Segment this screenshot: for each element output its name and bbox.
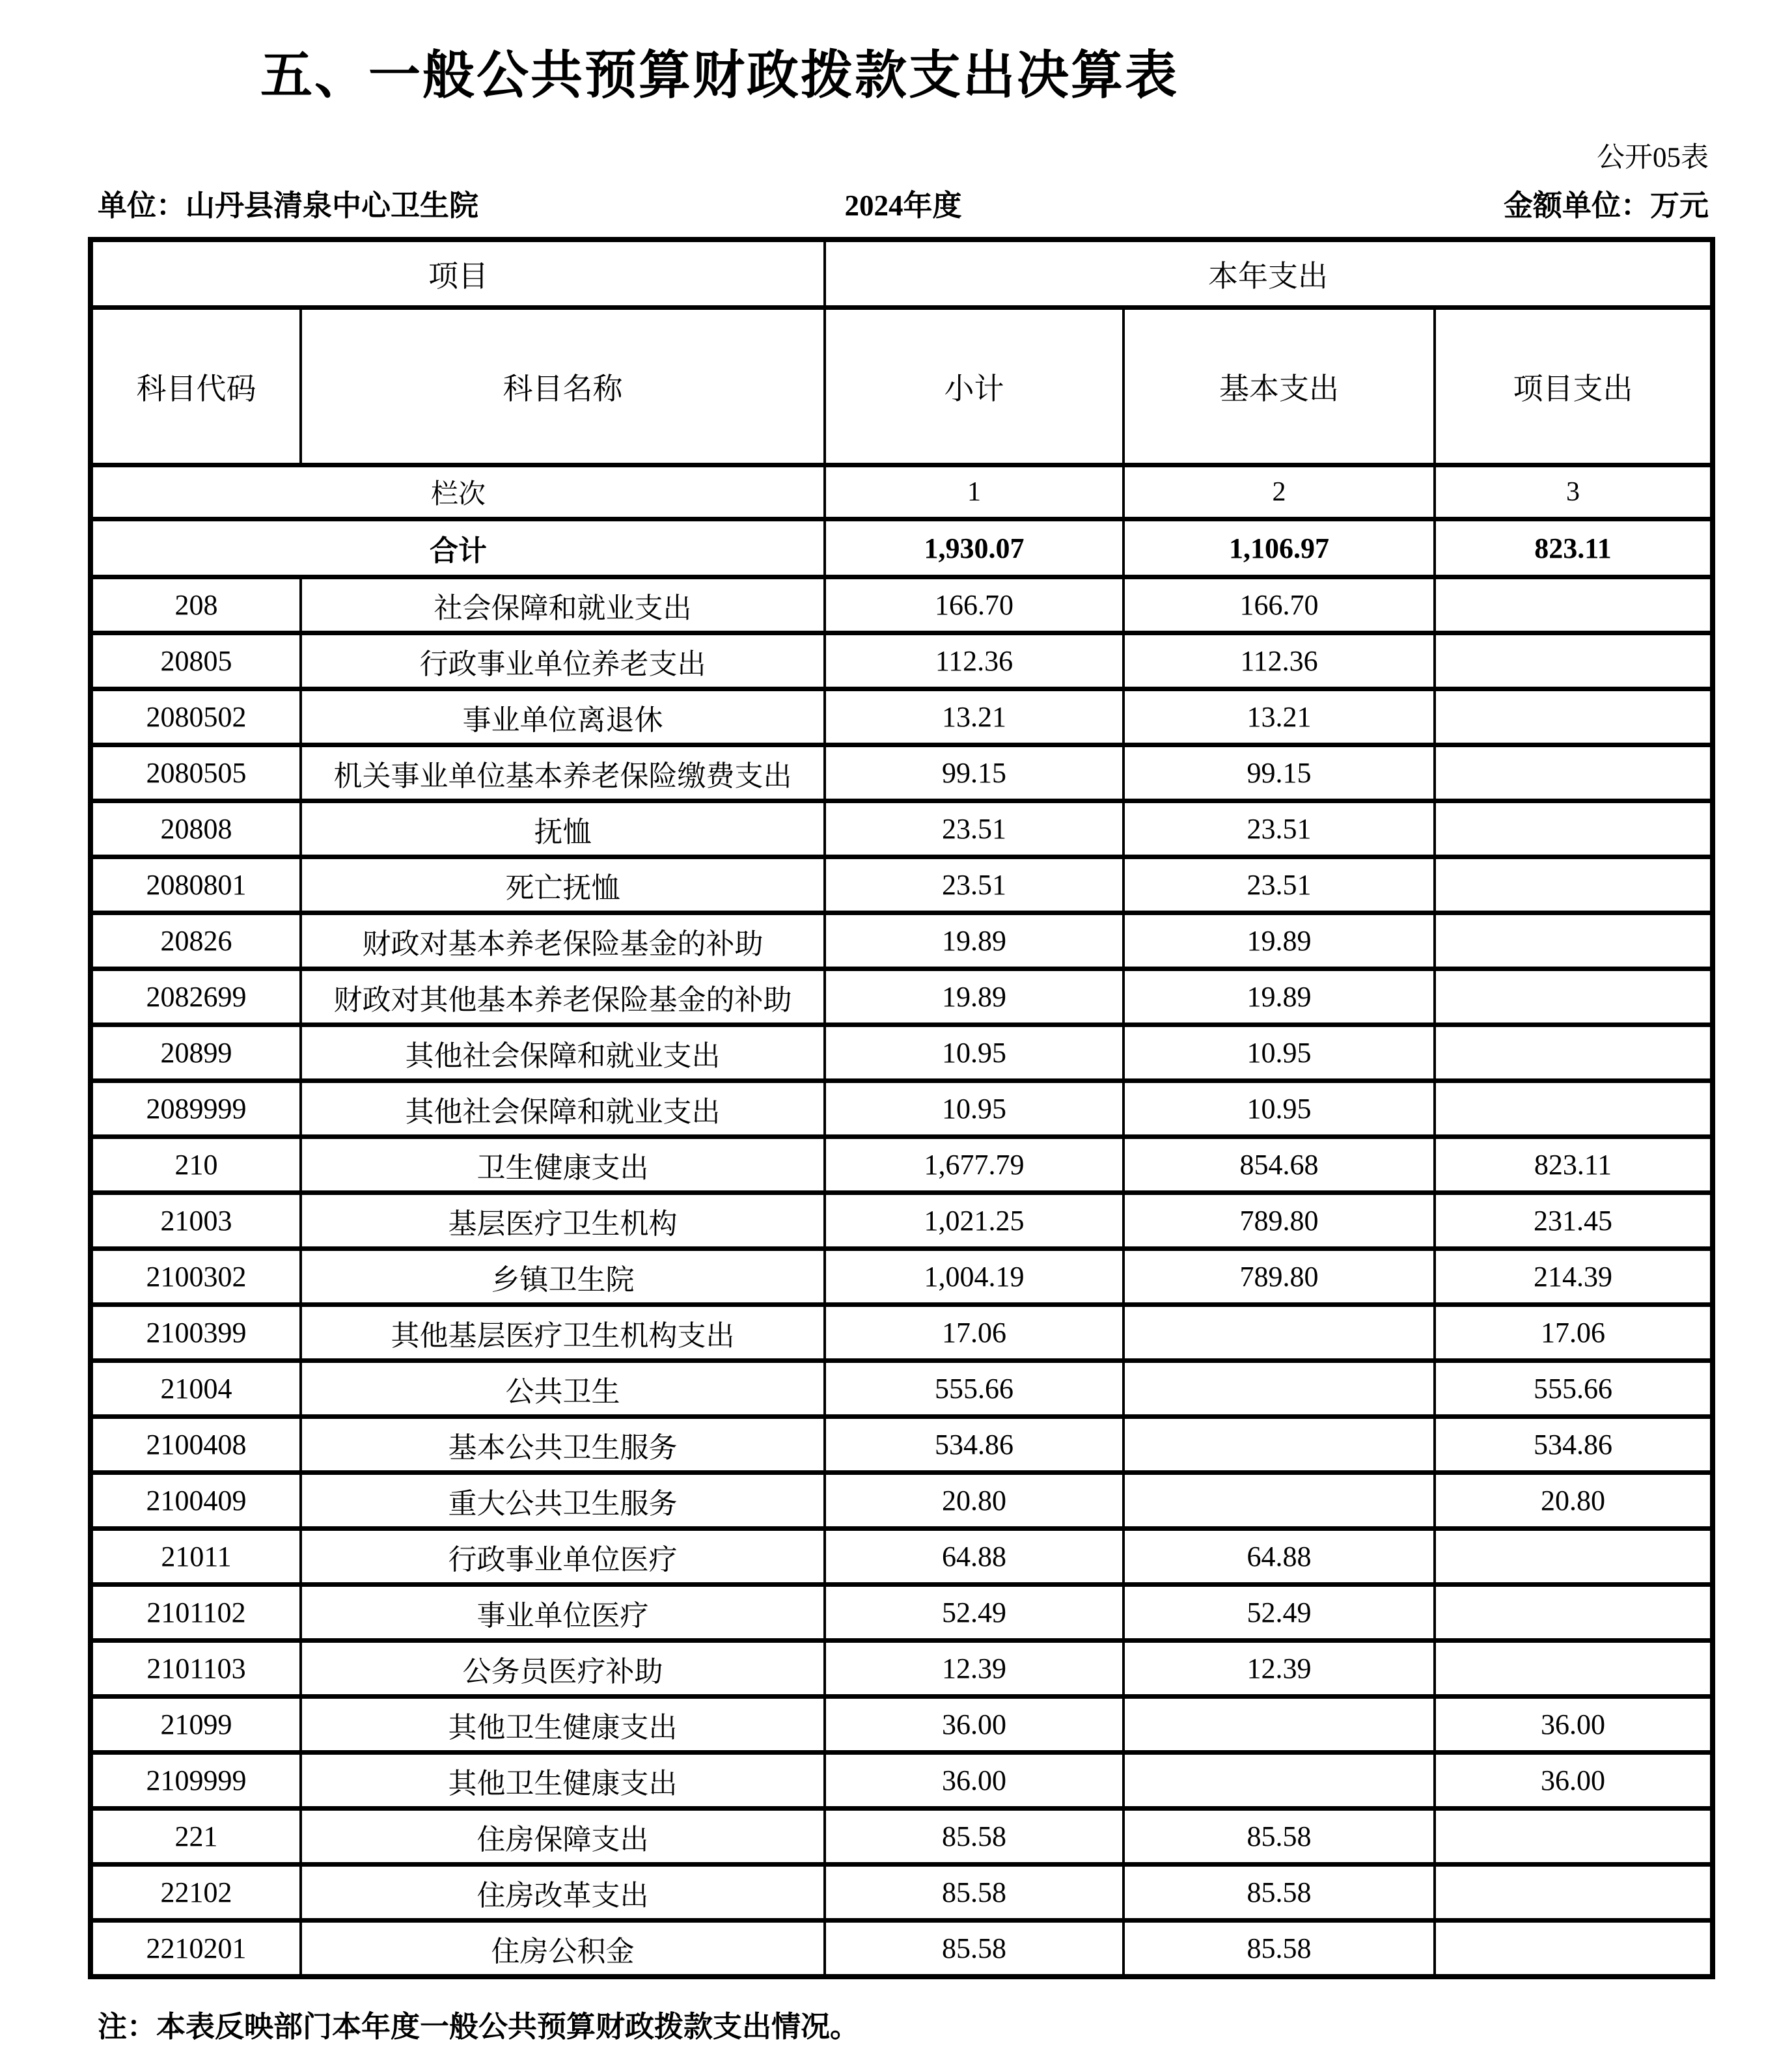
subtotal-cell: 85.58 [825,1809,1123,1865]
header-subject-code: 科目代码 [90,308,301,465]
basic-expenditure-cell [1123,1361,1435,1417]
subtotal-cell: 20.80 [825,1473,1123,1529]
table-row [90,1193,1713,1249]
table-row [90,969,1713,1025]
basic-expenditure-cell: 13.21 [1123,689,1435,745]
project-expenditure-cell [1435,1641,1713,1697]
header-subtotal: 小计 [825,308,1123,465]
subject-name-cell: 卫生健康支出 [301,1137,825,1193]
basic-expenditure-cell: 99.15 [1123,745,1435,801]
subject-name-cell: 公共卫生 [301,1361,825,1417]
table-row [90,689,1713,745]
subject-code-cell: 2100399 [90,1305,301,1361]
subject-name-cell: 社会保障和就业支出 [301,577,825,633]
unit-label: 单位：山丹县清泉中心卫生院 [98,189,479,222]
subject-code-cell: 2109999 [90,1753,301,1809]
basic-expenditure-cell [1123,1305,1435,1361]
basic-expenditure-cell: 166.70 [1123,577,1435,633]
basic-expenditure-cell: 10.95 [1123,1025,1435,1081]
subject-name-cell: 其他社会保障和就业支出 [301,1081,825,1137]
project-expenditure-cell [1435,577,1713,633]
subject-code-cell: 210 [90,1137,301,1193]
subject-name-cell: 其他卫生健康支出 [301,1697,825,1753]
subject-name-cell: 基层医疗卫生机构 [301,1193,825,1249]
total-subtotal-cell: 1,930.07 [825,519,1123,577]
project-expenditure-cell: 20.80 [1435,1473,1713,1529]
subject-name-cell: 抚恤 [301,801,825,857]
expenditure-table [88,237,1715,1979]
year-label: 2024年度 [844,189,962,222]
basic-expenditure-cell: 85.58 [1123,1809,1435,1865]
project-expenditure-cell [1435,1025,1713,1081]
subject-name-cell: 死亡抚恤 [301,857,825,913]
subtotal-cell: 36.00 [825,1753,1123,1809]
subtotal-cell: 12.39 [825,1641,1123,1697]
subject-code-cell: 2101102 [90,1585,301,1641]
subtotal-cell: 13.21 [825,689,1123,745]
basic-expenditure-cell: 23.51 [1123,801,1435,857]
subject-name-cell: 重大公共卫生服务 [301,1473,825,1529]
subtotal-cell: 1,004.19 [825,1249,1123,1305]
table-code-label: 公开05表 [1597,143,1709,173]
subject-code-cell: 2210201 [90,1921,301,1977]
subtotal-cell: 85.58 [825,1921,1123,1977]
subtotal-cell: 1,677.79 [825,1137,1123,1193]
subject-code-cell: 221 [90,1809,301,1865]
subtotal-cell: 36.00 [825,1697,1123,1753]
project-expenditure-cell: 231.45 [1435,1193,1713,1249]
project-expenditure-cell: 36.00 [1435,1697,1713,1753]
table-row [90,1025,1713,1081]
project-expenditure-cell [1435,1921,1713,1977]
basic-expenditure-cell: 789.80 [1123,1249,1435,1305]
subject-code-cell: 21099 [90,1697,301,1753]
subject-name-cell: 机关事业单位基本养老保险缴费支出 [301,745,825,801]
header-group-row [90,240,1713,308]
subject-name-cell: 行政事业单位医疗 [301,1529,825,1585]
project-expenditure-cell [1435,633,1713,689]
subject-name-cell: 其他社会保障和就业支出 [301,1025,825,1081]
table-row [90,1753,1713,1809]
subtotal-cell: 17.06 [825,1305,1123,1361]
subject-code-cell: 20826 [90,913,301,969]
column-index-3: 3 [1435,465,1713,519]
basic-expenditure-cell: 19.89 [1123,969,1435,1025]
table-row [90,633,1713,689]
table-row [90,1529,1713,1585]
table-body [90,577,1713,1977]
subtotal-cell: 10.95 [825,1025,1123,1081]
total-project-cell: 823.11 [1435,519,1713,577]
table-row [90,1865,1713,1921]
basic-expenditure-cell: 12.39 [1123,1641,1435,1697]
project-expenditure-cell [1435,689,1713,745]
table-row [90,577,1713,633]
subject-name-cell: 公务员医疗补助 [301,1641,825,1697]
table-row [90,1641,1713,1697]
table-row [90,801,1713,857]
table-row [90,1305,1713,1361]
subject-code-cell: 2080505 [90,745,301,801]
subject-code-cell: 21004 [90,1361,301,1417]
subject-code-cell: 2100302 [90,1249,301,1305]
subtotal-cell: 19.89 [825,969,1123,1025]
project-expenditure-cell: 17.06 [1435,1305,1713,1361]
subject-code-cell: 21011 [90,1529,301,1585]
subtotal-cell: 99.15 [825,745,1123,801]
header-subject-name: 科目名称 [301,308,825,465]
project-expenditure-cell [1435,1529,1713,1585]
table-row [90,1361,1713,1417]
header-current-year: 本年支出 [825,240,1713,308]
subtotal-cell: 1,021.25 [825,1193,1123,1249]
basic-expenditure-cell: 112.36 [1123,633,1435,689]
total-section [90,519,1713,577]
project-expenditure-cell [1435,801,1713,857]
subtotal-cell: 555.66 [825,1361,1123,1417]
subject-code-cell: 2100409 [90,1473,301,1529]
table-row [90,1697,1713,1753]
subject-code-cell: 208 [90,577,301,633]
project-expenditure-cell: 555.66 [1435,1361,1713,1417]
subject-code-cell: 2089999 [90,1081,301,1137]
subject-name-cell: 基本公共卫生服务 [301,1417,825,1473]
subject-code-cell: 2101103 [90,1641,301,1697]
amount-unit-label: 金额单位：万元 [1503,189,1709,222]
header-basic-expenditure: 基本支出 [1123,308,1435,465]
subject-code-cell: 22102 [90,1865,301,1921]
basic-expenditure-cell [1123,1697,1435,1753]
total-row [90,519,1713,577]
total-label: 合计 [90,519,825,577]
table-row [90,1809,1713,1865]
project-expenditure-cell: 36.00 [1435,1753,1713,1809]
info-row [98,182,1709,224]
document-page [0,46,1792,2043]
subtotal-cell: 23.51 [825,801,1123,857]
table-row [90,1921,1713,1977]
table-row [90,857,1713,913]
subtotal-cell: 166.70 [825,577,1123,633]
subtotal-cell: 64.88 [825,1529,1123,1585]
table-row [90,1473,1713,1529]
project-expenditure-cell [1435,857,1713,913]
subtotal-cell: 23.51 [825,857,1123,913]
subject-code-cell: 20899 [90,1025,301,1081]
subject-name-cell: 其他卫生健康支出 [301,1753,825,1809]
subject-code-cell: 2080502 [90,689,301,745]
project-expenditure-cell [1435,1081,1713,1137]
subject-name-cell: 住房公积金 [301,1921,825,1977]
subtotal-cell: 112.36 [825,633,1123,689]
basic-expenditure-cell: 854.68 [1123,1137,1435,1193]
subtotal-cell: 85.58 [825,1865,1123,1921]
basic-expenditure-cell: 19.89 [1123,913,1435,969]
basic-expenditure-cell: 10.95 [1123,1081,1435,1137]
table-note: 注：本表反映部门本年度一般公共预算财政拨款支出情况。 [98,2011,860,2043]
subject-code-cell: 2080801 [90,857,301,913]
column-index-1: 1 [825,465,1123,519]
subject-code-cell: 21003 [90,1193,301,1249]
subject-name-cell: 财政对基本养老保险基金的补助 [301,913,825,969]
subject-code-cell: 20805 [90,633,301,689]
header-project-expenditure: 项目支出 [1435,308,1713,465]
table-row [90,1249,1713,1305]
table-row [90,913,1713,969]
subject-code-cell: 20808 [90,801,301,857]
basic-expenditure-cell: 85.58 [1123,1921,1435,1977]
page-title: 五、一般公共预算财政拨款支出决算表 [260,46,1179,104]
project-expenditure-cell: 214.39 [1435,1249,1713,1305]
basic-expenditure-cell: 52.49 [1123,1585,1435,1641]
basic-expenditure-cell [1123,1473,1435,1529]
basic-expenditure-cell: 789.80 [1123,1193,1435,1249]
table-row [90,1081,1713,1137]
table-header [90,240,1713,519]
total-basic-cell: 1,106.97 [1123,519,1435,577]
project-expenditure-cell [1435,1809,1713,1865]
subject-name-cell: 乡镇卫生院 [301,1249,825,1305]
table-row [90,1417,1713,1473]
subject-name-cell: 财政对其他基本养老保险基金的补助 [301,969,825,1025]
subject-name-cell: 事业单位离退休 [301,689,825,745]
subject-name-cell: 事业单位医疗 [301,1585,825,1641]
subtotal-cell: 52.49 [825,1585,1123,1641]
column-index-label: 栏次 [90,465,825,519]
basic-expenditure-cell: 64.88 [1123,1529,1435,1585]
project-expenditure-cell: 823.11 [1435,1137,1713,1193]
subject-name-cell: 行政事业单位养老支出 [301,633,825,689]
subject-code-cell: 2100408 [90,1417,301,1473]
subject-code-cell: 2082699 [90,969,301,1025]
basic-expenditure-cell: 85.58 [1123,1865,1435,1921]
subject-name-cell: 住房保障支出 [301,1809,825,1865]
subtotal-cell: 10.95 [825,1081,1123,1137]
project-expenditure-cell [1435,969,1713,1025]
project-expenditure-cell [1435,745,1713,801]
project-expenditure-cell: 534.86 [1435,1417,1713,1473]
header-project: 项目 [90,240,825,308]
column-index-row [90,465,1713,519]
project-expenditure-cell [1435,1585,1713,1641]
header-columns-row [90,308,1713,465]
project-expenditure-cell [1435,913,1713,969]
basic-expenditure-cell [1123,1753,1435,1809]
subject-name-cell: 其他基层医疗卫生机构支出 [301,1305,825,1361]
subtotal-cell: 19.89 [825,913,1123,969]
column-index-2: 2 [1123,465,1435,519]
subtotal-cell: 534.86 [825,1417,1123,1473]
table-row [90,745,1713,801]
table-row [90,1137,1713,1193]
table-row [90,1585,1713,1641]
basic-expenditure-cell: 23.51 [1123,857,1435,913]
basic-expenditure-cell [1123,1417,1435,1473]
subject-name-cell: 住房改革支出 [301,1865,825,1921]
project-expenditure-cell [1435,1865,1713,1921]
